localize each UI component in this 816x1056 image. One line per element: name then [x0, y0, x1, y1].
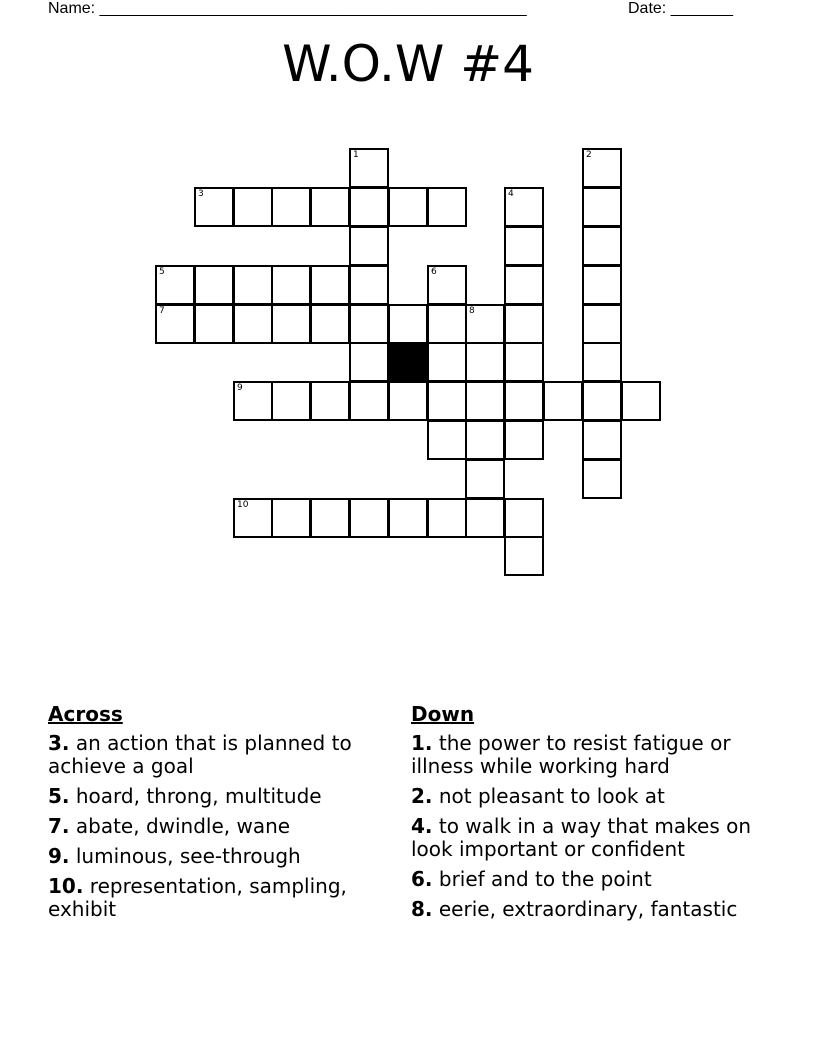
grid-cell[interactable]	[582, 265, 622, 305]
clue-text: not pleasant to look at	[438, 784, 665, 808]
grid-cell[interactable]	[233, 498, 273, 538]
clue-text: representation, sampling, exhibit	[48, 874, 347, 921]
clue-number-label: 6	[431, 267, 437, 277]
across-clues	[48, 703, 388, 928]
clue-number: 7.	[48, 814, 70, 838]
grid-cell[interactable]	[504, 226, 544, 266]
grid-cell[interactable]	[427, 342, 467, 382]
grid-cell[interactable]	[465, 304, 505, 344]
grid-cell[interactable]	[271, 304, 311, 344]
clue-number-label: 3	[198, 189, 204, 199]
grid-cell[interactable]	[388, 187, 428, 227]
clue-number: 5.	[48, 784, 70, 808]
clue-number-label: 5	[159, 267, 165, 277]
across-clue-10	[48, 875, 388, 921]
clue-number-label: 10	[237, 500, 249, 510]
grid-cell[interactable]	[504, 304, 544, 344]
grid-cell[interactable]	[194, 187, 234, 227]
across-clue-5	[48, 785, 388, 808]
grid-cell[interactable]	[504, 342, 544, 382]
grid-cell[interactable]	[310, 265, 350, 305]
clue-number: 10.	[48, 874, 84, 898]
across-heading: Across	[48, 702, 123, 726]
grid-cell[interactable]	[388, 381, 428, 421]
down-clues	[411, 703, 756, 928]
grid-cell[interactable]	[465, 459, 505, 499]
clue-text: eerie, extraordinary, fantastic	[438, 897, 738, 921]
grid-cell[interactable]	[233, 304, 273, 344]
grid-cell[interactable]	[271, 498, 311, 538]
grid-cell[interactable]	[310, 304, 350, 344]
grid-cell[interactable]	[465, 498, 505, 538]
across-clue-3	[48, 732, 388, 778]
name-line: Name: ________________________________________________	[48, 0, 527, 17]
clue-text: abate, dwindle, wane	[75, 814, 291, 838]
grid-cell[interactable]	[543, 381, 583, 421]
clue-number-label: 8	[469, 306, 475, 316]
grid-cell[interactable]	[194, 304, 234, 344]
grid-cell[interactable]	[427, 420, 467, 460]
grid-cell[interactable]	[349, 304, 389, 344]
grid-cell[interactable]	[388, 498, 428, 538]
across-clue-7	[48, 815, 388, 838]
down-clue-1	[411, 732, 756, 778]
clue-text: the power to resist fatigue or illness while working hard	[411, 731, 731, 778]
grid-cell[interactable]	[388, 304, 428, 344]
grid-cell[interactable]	[582, 226, 622, 266]
grid-cell[interactable]	[349, 265, 389, 305]
date-line: Date: _______	[628, 0, 733, 17]
grid-cell[interactable]	[271, 265, 311, 305]
grid-cell[interactable]	[504, 498, 544, 538]
down-heading: Down	[411, 702, 475, 726]
grid-cell[interactable]	[194, 265, 234, 305]
shaded-cell	[388, 342, 428, 382]
grid-cell[interactable]	[233, 381, 273, 421]
grid-cell[interactable]	[271, 381, 311, 421]
down-clue-2	[411, 785, 756, 808]
grid-cell[interactable]	[310, 187, 350, 227]
grid-cell[interactable]	[582, 148, 622, 188]
clue-number-label: 1	[353, 150, 359, 160]
clue-number-label: 4	[508, 189, 514, 199]
grid-cell[interactable]	[427, 304, 467, 344]
grid-cell[interactable]	[427, 265, 467, 305]
grid-cell[interactable]	[310, 381, 350, 421]
clue-text: hoard, throng, multitude	[75, 784, 322, 808]
grid-cell[interactable]	[465, 420, 505, 460]
grid-cell[interactable]	[465, 342, 505, 382]
grid-cell[interactable]	[504, 187, 544, 227]
clue-number-label: 2	[586, 150, 592, 160]
grid-cell[interactable]	[155, 304, 195, 344]
grid-cell[interactable]	[582, 342, 622, 382]
clue-text: brief and to the point	[438, 867, 652, 891]
grid-cell[interactable]	[504, 536, 544, 576]
down-clue-8	[411, 898, 756, 921]
grid-cell[interactable]	[349, 342, 389, 382]
clue-number: 9.	[48, 844, 70, 868]
grid-cell[interactable]	[621, 381, 661, 421]
grid-cell[interactable]	[582, 420, 622, 460]
grid-cell[interactable]	[271, 187, 311, 227]
clue-number-label: 9	[237, 383, 243, 393]
grid-cell[interactable]	[155, 265, 195, 305]
page-title: W.O.W #4	[282, 35, 534, 93]
clue-text: an action that is planned to achieve a goal	[48, 731, 352, 778]
grid-cell[interactable]	[504, 265, 544, 305]
clue-number: 6.	[411, 867, 433, 891]
grid-cell[interactable]	[427, 498, 467, 538]
grid-cell[interactable]	[465, 381, 505, 421]
grid-cell[interactable]	[349, 226, 389, 266]
grid-cell[interactable]	[310, 498, 350, 538]
across-clue-9	[48, 845, 388, 868]
clue-text: luminous, see-through	[75, 844, 301, 868]
grid-cell[interactable]	[233, 265, 273, 305]
grid-cell[interactable]	[582, 381, 622, 421]
grid-cell[interactable]	[349, 187, 389, 227]
clue-number: 8.	[411, 897, 433, 921]
grid-cell[interactable]	[504, 381, 544, 421]
clue-number: 2.	[411, 784, 433, 808]
grid-cell[interactable]	[504, 420, 544, 460]
grid-cell[interactable]	[582, 187, 622, 227]
grid-cell[interactable]	[233, 187, 273, 227]
grid-cell[interactable]	[582, 304, 622, 344]
grid-cell[interactable]	[582, 459, 622, 499]
down-clue-4	[411, 815, 756, 861]
grid-cell[interactable]	[349, 148, 389, 188]
grid-cell[interactable]	[349, 498, 389, 538]
down-clue-6	[411, 868, 756, 891]
clue-number: 1.	[411, 731, 433, 755]
clue-number-label: 7	[159, 306, 165, 316]
grid-cell[interactable]	[349, 381, 389, 421]
clue-text: to walk in a way that makes on look important or confident	[411, 814, 752, 861]
clue-number: 4.	[411, 814, 433, 838]
clue-number: 3.	[48, 731, 70, 755]
grid-cell[interactable]	[427, 187, 467, 227]
grid-cell[interactable]	[427, 381, 467, 421]
